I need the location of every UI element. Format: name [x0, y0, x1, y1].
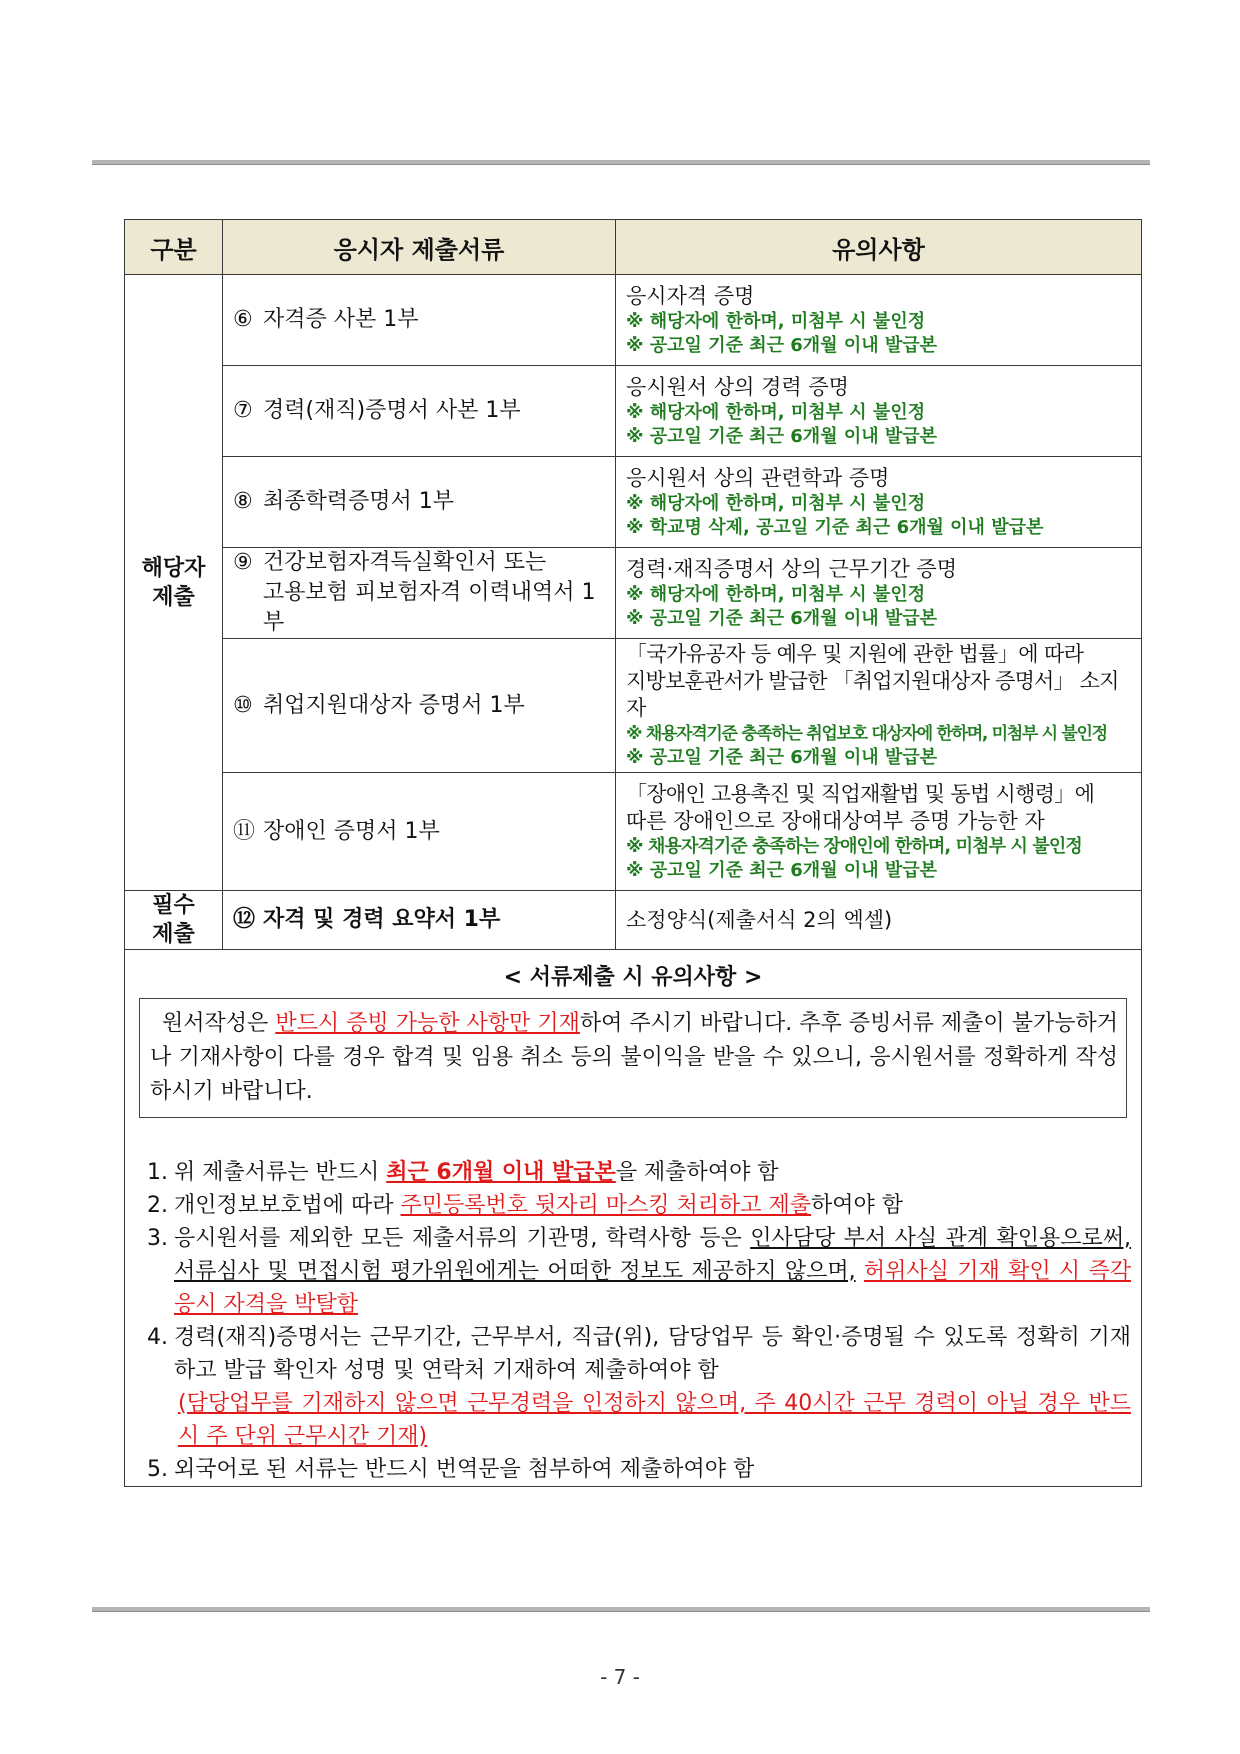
table-row [125, 275, 1142, 366]
list-text [856, 1259, 864, 1284]
notice-row [125, 950, 1142, 1487]
table-row [125, 548, 1142, 639]
list-highlight: (담당업무를 기재하지 않으면 근무경력을 인정하지 않으며, 주 40시간 근무 경력이 아닐 경우 반드시 주 단위 근무시간 기재) [178, 1391, 1131, 1449]
document-name: 경력(재직)증명서 사본 1부 [263, 398, 521, 423]
list-underline: 인사담당 부서 사실 관계 확인용으로써, 서류심사 및 면접시험 평가위원에게는 어떠한 정보도 제공하지 않으며, [174, 1226, 1132, 1284]
list-number: 2. [147, 1193, 168, 1218]
table-header-row [125, 220, 1142, 275]
document-name: 자격 및 경력 요약서 1부 [263, 907, 501, 932]
group-applicable [125, 275, 223, 891]
table-row [125, 773, 1142, 891]
list-number: 4. [147, 1325, 168, 1350]
document-name: 최종학력증명서 1부 [263, 489, 455, 514]
document-name: 건강보험자격득실확인서 또는 [263, 550, 547, 575]
document-number: ⑪ [233, 818, 256, 844]
bottom-rule [92, 1607, 1150, 1612]
document-name-line2: 고용보험 피보험자격 이력내역서 1부 [263, 580, 596, 635]
list-text: 을 제출하여야 함 [615, 1160, 779, 1185]
note-sub: ※ 해당자에 한하며, 미첨부 시 불인정 [626, 583, 926, 605]
table-row [125, 639, 1142, 773]
note-cell [616, 366, 1142, 457]
note-sub: ※ 채용자격기준 충족하는 취업보호 대상자에 한하며, 미첨부 시 불인정 [626, 724, 1107, 744]
list-highlight: 주민등록번호 뒷자리 마스킹 처리하고 제출 [400, 1193, 812, 1218]
list-highlight: 허위사실 기재 확인 시 즉각 응시 자격을 박탈함 [174, 1259, 1131, 1317]
note-sub: ※ 해당자에 한하며, 미첨부 시 불인정 [626, 310, 926, 332]
note-main: 응시자격 증명 [626, 283, 755, 308]
note-sub: ※ 공고일 기준 최근 6개월 이내 발급본 [626, 859, 938, 881]
table-row [125, 366, 1142, 457]
note-main: 소정양식(제출서식 2의 엑셀) [626, 907, 893, 932]
list-item [147, 1189, 1131, 1222]
note-sub: ※ 공고일 기준 최근 6개월 이내 발급본 [626, 747, 938, 768]
header-documents: 응시자 제출서류 [223, 220, 616, 275]
note-main: 「장애인 고용촉진 및 직업재활법 및 동법 시행령」에 [626, 781, 1095, 806]
list-text: 응시원서를 제외한 모든 제출서류의 기관명, 학력사항 등은 [174, 1226, 751, 1251]
list-text: 외국어로 된 서류는 반드시 번역문을 첨부하여 제출하여야 함 [174, 1457, 755, 1482]
top-rule [92, 160, 1150, 165]
notice-box [139, 998, 1127, 1118]
note-sub: ※ 공고일 기준 최근 6개월 이내 발급본 [626, 607, 938, 629]
document-cell [223, 275, 616, 366]
list-number: 3. [147, 1226, 168, 1251]
note-sub: ※ 공고일 기준 최근 6개월 이내 발급본 [626, 425, 938, 447]
note-sub: ※ 해당자에 한하며, 미첨부 시 불인정 [626, 492, 926, 514]
notice-section [125, 950, 1142, 1487]
note-main: 「국가유공자 등 예우 및 지원에 관한 법률」에 따라 [626, 642, 1084, 666]
notice-title: < 서류제출 시 유의사항 > [503, 965, 763, 990]
note-main: 따른 장애인으로 장애대상여부 증명 가능한 자 [626, 808, 1045, 833]
note-main: 응시원서 상의 경력 증명 [626, 374, 849, 399]
list-number: 1. [147, 1160, 168, 1185]
note-main: 응시원서 상의 관련학과 증명 [626, 465, 890, 490]
list-item [147, 1453, 1131, 1486]
table-row [125, 891, 1142, 950]
document-number: ⑫ [233, 907, 256, 932]
document-number: ⑧ [233, 489, 253, 514]
list-text: 경력(재직)증명서는 근무기간, 근무부서, 직급(위), 담당업무 등 확인·증명될 수 있도록 정확히 기재하고 발급 확인자 성명 및 연락처 기재하여 제출하여야 함 [174, 1325, 1131, 1383]
group-applicable-label: 해당자 제출 [141, 555, 206, 610]
list-item [147, 1321, 1131, 1453]
note-cell [616, 457, 1142, 548]
list-item [147, 1156, 1131, 1189]
list-text: 하여야 함 [811, 1193, 904, 1218]
document-name: 취업지원대상자 증명서 1부 [263, 692, 525, 718]
note-cell [616, 639, 1142, 773]
note-main: 지방보훈관서가 발급한 「취업지원대상자 증명서」 소지자 [626, 669, 1119, 720]
note-sub: ※ 학교명 삭제, 공고일 기준 최근 6개월 이내 발급본 [626, 516, 1044, 538]
notice-box-text: 원서작성은 [162, 1011, 276, 1036]
list-number: 5. [147, 1457, 168, 1482]
document-name: 자격증 사본 1부 [263, 307, 419, 332]
note-cell [616, 891, 1142, 950]
document-number: ⑦ [233, 398, 253, 423]
document-cell [223, 639, 616, 773]
note-cell [616, 275, 1142, 366]
notice-box-text: 하여 주시기 바랍니다. 추후 증빙서류 제출이 불가능하거나 기재사항이 다를 경우 합격 및 임용 취소 등의 불이익을 받을 수 있으니, 응시원서를 정확하게 작성하시기 바랍니다. [150, 1011, 1119, 1104]
list-text: 위 제출서류는 반드시 [174, 1160, 387, 1185]
list-text: 개인정보보호법에 따라 [174, 1193, 401, 1218]
document-number: ⑩ [233, 692, 253, 718]
note-sub: ※ 해당자에 한하며, 미첨부 시 불인정 [626, 401, 926, 423]
group-required [125, 891, 223, 950]
document-cell [223, 457, 616, 548]
page-number: - 7 - [600, 1665, 640, 1689]
document-cell [223, 548, 616, 639]
submission-documents-table [124, 219, 1142, 1487]
note-cell [616, 773, 1142, 891]
header-category: 구분 [125, 220, 223, 275]
note-sub: ※ 공고일 기준 최근 6개월 이내 발급본 [626, 334, 938, 356]
list-highlight: 최근 6개월 이내 발급본 [386, 1160, 616, 1185]
document-name: 장애인 증명서 1부 [263, 818, 440, 844]
notice-list [147, 1156, 1131, 1486]
document-cell [223, 366, 616, 457]
note-main: 경력·재직증명서 상의 근무기간 증명 [626, 556, 957, 581]
document-cell [223, 773, 616, 891]
document-number: ⑥ [233, 307, 253, 332]
note-cell [616, 548, 1142, 639]
table-row [125, 457, 1142, 548]
document-cell [223, 891, 616, 950]
notice-box-highlight: 반드시 증빙 가능한 사항만 기재 [275, 1011, 580, 1036]
note-sub: ※ 채용자격기준 충족하는 장애인에 한하며, 미첨부 시 불인정 [626, 835, 1082, 857]
group-required-label: 필수 제출 [152, 893, 195, 947]
list-item [147, 1222, 1131, 1321]
document-number: ⑨ [233, 550, 253, 575]
header-notes: 유의사항 [616, 220, 1142, 275]
